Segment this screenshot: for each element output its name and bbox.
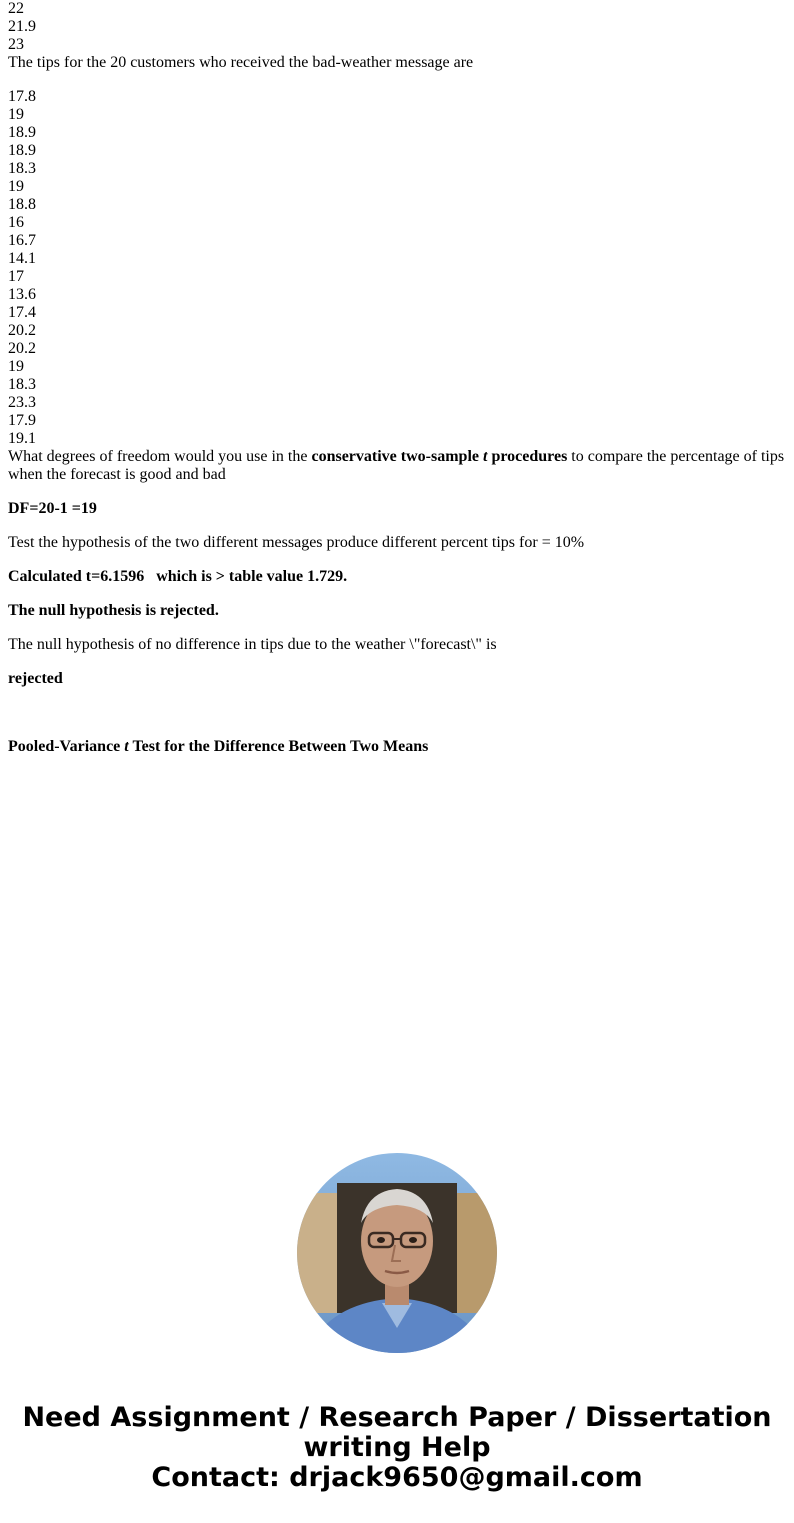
section-heading-italic: t [124,738,129,755]
cta-line-2: writing Help [303,1432,491,1463]
value-item: 19 [8,178,24,195]
section-heading-before: Pooled-Variance [8,738,125,755]
value-item: 22 [8,0,24,17]
answer-null: rejected [8,670,63,687]
value-item: 18.3 [8,376,36,393]
top-values-list [8,0,786,54]
value-item: 19 [8,358,24,375]
avatar [297,1153,497,1353]
value-item: 18.3 [8,160,36,177]
cta-line-3: Contact: drjack9650@gmail.com [151,1462,643,1493]
value-item: 17.8 [8,88,36,105]
promo-footer [0,1123,794,1523]
value-item: 23.3 [8,394,36,411]
answer-degrees-of-freedom: DF=20-1 =19 [8,500,97,517]
value-item: 14.1 [8,250,36,267]
value-item: 18.9 [8,124,36,141]
question-degrees-of-freedom [8,448,786,484]
value-item: 16 [8,214,24,231]
value-item: 17 [8,268,24,285]
question-df-bold-b: procedures [487,448,568,465]
value-item: 17.4 [8,304,36,321]
cta-line-1: Need Assignment / Research Paper / Dissertation [22,1402,772,1433]
value-item: 19 [8,106,24,123]
question-df-bold-a: conservative two-sample [311,448,483,465]
question-null-hypothesis: The null hypothesis of no difference in tips due to the weather \"forecast\" is [8,636,497,653]
value-item: 18.8 [8,196,36,213]
value-item: 23 [8,36,24,53]
contact-banner [0,1403,794,1493]
value-item: 19.1 [8,430,36,447]
answer-t-statistic: Calculated t=6.1596 which is > table value 1.729. [8,568,348,585]
value-item: 16.7 [8,232,36,249]
section-heading-after: Test for the Difference Between Two Means [128,738,429,755]
document-body [8,0,786,1123]
question-df-after: to compare the percentage of tips when the forecast is good and bad [8,448,785,483]
blank-spacer [8,704,786,738]
answer-null-rejected: The null hypothesis is rejected. [8,602,219,619]
question-df-bold-italic: t [482,448,488,465]
bad-weather-values-list [8,88,786,448]
person-portrait-icon [297,1153,497,1353]
bad-weather-intro: The tips for the 20 customers who received the bad-weather message are [8,54,474,71]
question-df-before: What degrees of freedom would you use in the [8,448,312,465]
value-item: 20.2 [8,322,36,339]
value-item: 18.9 [8,142,36,159]
question-hypothesis-test: Test the hypothesis of the two different messages produce different percent tips for = 10% [8,534,585,551]
value-item: 21.9 [8,18,36,35]
value-item: 17.9 [8,412,36,429]
value-item: 20.2 [8,340,36,357]
section-heading [8,738,786,756]
value-item: 13.6 [8,286,36,303]
